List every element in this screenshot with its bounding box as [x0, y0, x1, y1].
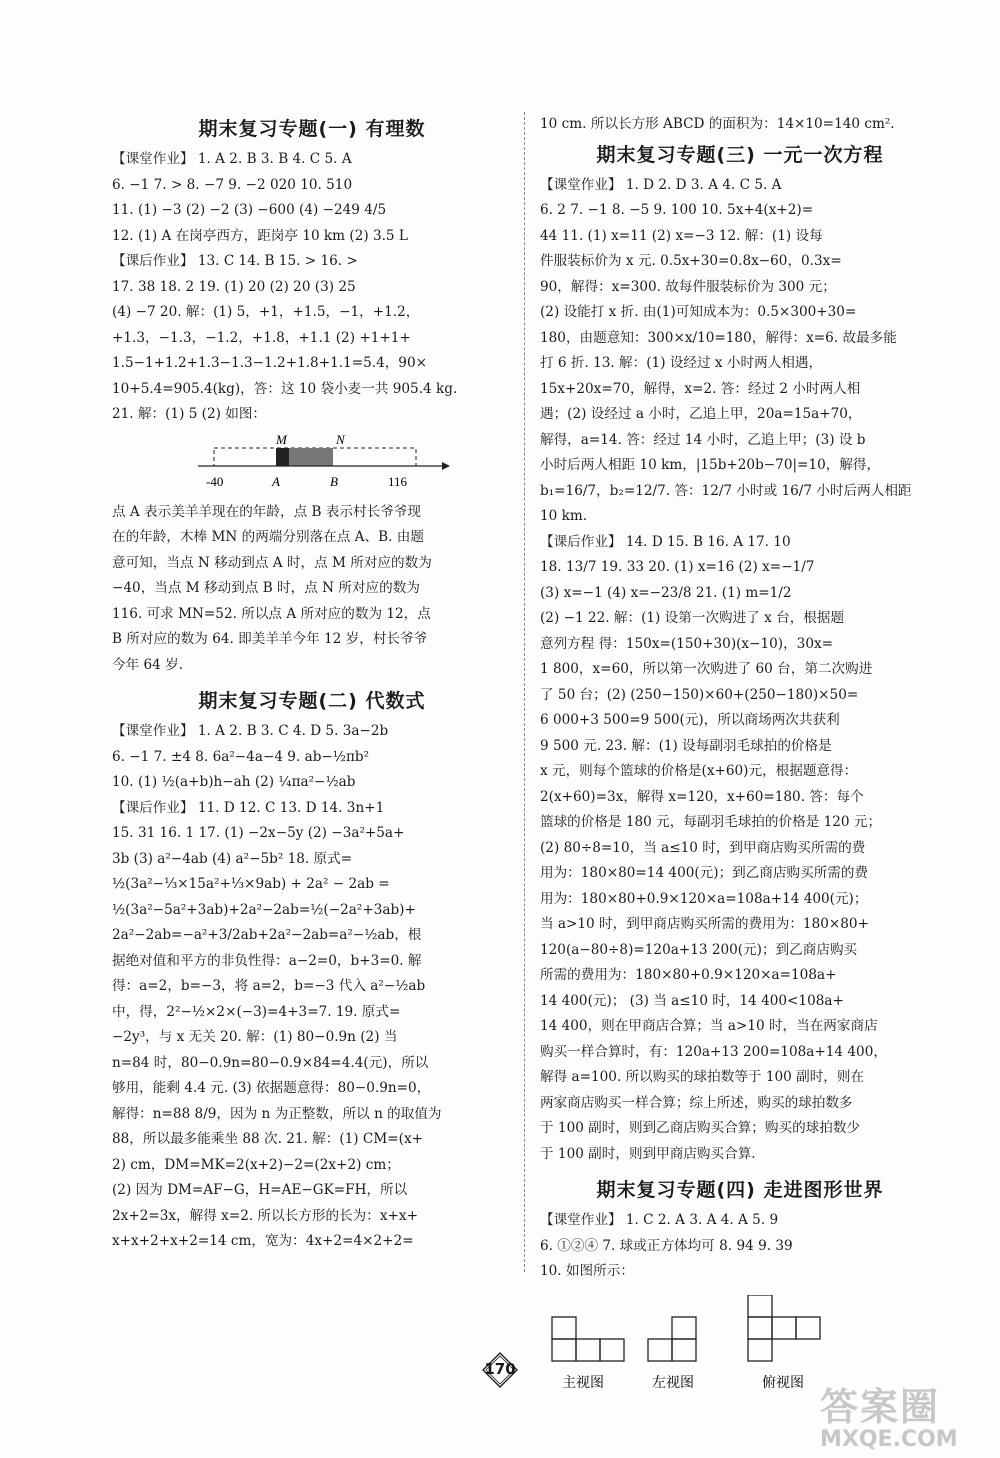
text-line: 据绝对值和平方的非负性得：a−2=0，b+3=0. 解	[112, 952, 422, 969]
text-line: 6. −1 7. > 8. −7 9. −2 020 10. 510	[112, 176, 353, 193]
text-line: 6. ①②④ 7. 球或正方体均可 8. 94 9. 39	[540, 1237, 793, 1254]
axis-arrow	[442, 462, 450, 470]
text-line: 17. 38 18. 2 19. (1) 20 (2) 20 (3) 25	[112, 278, 356, 295]
section-1-lines	[112, 147, 512, 428]
label-m: M	[276, 431, 287, 447]
text-line: 120(a−80÷8)=120a+13 200(元)；到乙商店购买	[540, 941, 858, 958]
text-line: 2x+2=3x，解得 x=2. 所以长方形的长为：x+x+	[112, 1207, 418, 1224]
text-line: 6 000+3 500=9 500(元)，所以商场两次共获利	[540, 712, 840, 728]
number-line-figure	[112, 432, 512, 494]
text-line: 用为：180×80=14 400(元)；到乙商店购买所需的费	[540, 865, 869, 881]
section-title-1: 期末复习专题(一) 有理数	[198, 118, 426, 140]
label-n: N	[336, 431, 345, 447]
text-line: 【课后作业】 13. C 14. B 15. > 16. >	[112, 253, 358, 269]
page-number: 170	[484, 1360, 516, 1378]
text-line: 解得，a=14. 答：经过 14 小时，乙追上甲；(3) 设 b	[540, 431, 866, 448]
text-line: 用为：180×80+0.9×120×a=108a+14 400(元)；	[540, 890, 868, 907]
text-line: x+x+2+x+2=14 cm，宽为：4x+2=4×2+2=	[112, 1233, 414, 1249]
text-line: 篮球的价格是 180 元，每副羽毛球拍的价格是 120 元；	[540, 814, 882, 830]
text-line: 当 a>10 时，到甲商店购买所需的费用为：180×80+	[540, 916, 869, 932]
text-line: 10. (1) ½(a+b)h−ah (2) ¼πa²−½ab	[112, 774, 356, 790]
text-line: (4) −7 20. 解：(1) 5，+1，+1.5，−1，+1.2，	[112, 304, 420, 320]
text-line: 10. 如图所示：	[540, 1263, 634, 1279]
text-line: 116. 可求 MN=52. 所以点 A 所对应的数为 12，点	[112, 605, 431, 622]
text-line: 3b (3) a²−4ab (4) a²−5b² 18. 原式=	[112, 850, 353, 867]
text-line: 在的年龄，木棒 MN 的两端分别落在点 A、B. 由题	[112, 529, 424, 545]
text-line: n=84 时，80−0.9n=80−0.9×84=4.4(元)，所以	[112, 1054, 429, 1071]
section-4-lines	[540, 1208, 940, 1285]
text-line: 小时后两人相距 10 km，|15b+20b−70|=10，解得，	[540, 457, 881, 473]
text-line: −2y³，与 x 无关 20. 解：(1) 80−0.9n (2) 当	[112, 1029, 398, 1045]
text-line: (3) x=−1 (4) x=−23/8 21. (1) m=1/2	[540, 584, 792, 601]
number-line-svg	[112, 432, 512, 490]
text-line: 2a²−2ab=−a²+3/2ab+2a²−2ab=a²−½ab，根	[112, 927, 422, 943]
text-line: 今年 64 岁.	[112, 656, 184, 673]
text-line: 所需的费用为：180×80+0.9×120×a=108a+	[540, 967, 837, 983]
watermark-big-text: 答案圈	[820, 1385, 941, 1429]
tick-label: A	[272, 473, 280, 489]
text-line: 解得：n=88 8/9，因为 n 为正整数，所以 n 的取值为	[112, 1105, 442, 1122]
tick-label: -40	[206, 473, 224, 489]
text-line: 遇；(2) 设经过 a 小时，乙追上甲，20a=15a+70，	[540, 406, 862, 422]
section-title-2: 期末复习专题(二) 代数式	[198, 690, 426, 712]
text-line: 15x+20x=70，解得，x=2. 答：经过 2 小时两人相	[540, 380, 861, 397]
text-line: 2(x+60)=3x，解得 x=120，x+60=180. 答：每个	[540, 788, 864, 805]
left-view-label: 左视图	[652, 1374, 694, 1391]
text-line: 14 400，则在甲商店合算；当 a>10 时，当在两家商店	[540, 1018, 878, 1034]
text-line: 得：a=2，b=−3，将 a=2，b=−3 代入 a²−½ab	[112, 978, 426, 994]
text-line: 10+5.4=905.4(kg)，答：这 10 袋小麦一共 905.4 kg.	[112, 380, 458, 397]
text-line: 【课堂作业】 1. A 2. B 3. C 4. D 5. 3a−2b	[112, 723, 389, 739]
left-view-drawing	[648, 1317, 696, 1361]
text-line: 12. (1) A 在岗亭西方，距岗亭 10 km (2) 3.5 L	[112, 227, 408, 244]
section-title-3: 期末复习专题(三) 一元一次方程	[596, 143, 884, 166]
text-line: 【课堂作业】 1. A 2. B 3. B 4. C 5. A	[112, 151, 352, 167]
text-line: −40，当点 M 移动到点 B 时，点 N 所对应的数为	[112, 580, 420, 596]
text-line: 购买一样合算时，有：120a+13 200=108a+14 400，	[540, 1043, 887, 1060]
text-line: 90，解得：x=300. 故每件服装标价为 300 元；	[540, 278, 836, 295]
text-line: 【课后作业】 11. D 12. C 13. D 14. 3n+1	[112, 799, 385, 816]
text-line: b₁=16/7，b₂=12/7. 答：12/7 小时或 16/7 小时后两人相距	[540, 482, 912, 499]
watermark	[820, 1376, 990, 1456]
tick-label: B	[330, 473, 338, 489]
front-view-drawing	[552, 1317, 624, 1361]
text-line: 件服装标价为 x 元. 0.5x+30=0.8x−60，0.3x=	[540, 253, 842, 269]
watermark-small-text: MXQE.COM	[820, 1427, 958, 1452]
text-line: (2) 因为 DM=AF−G，H=AE−GK=FH，所以	[112, 1182, 408, 1198]
section-2-lines	[112, 719, 512, 1255]
text-line: (2) −1 22. 解：(1) 设第一次购进了 x 台，根据题	[540, 610, 845, 626]
text-line: 于 100 副时，则到乙商店购买合算；购买的球拍数少	[540, 1120, 861, 1136]
text-line: 意列方程 得：150x=(150+30)(x−10)，30x=	[540, 635, 834, 652]
top-view-label: 俯视图	[762, 1374, 804, 1391]
page-number-badge	[482, 1352, 518, 1388]
text-line: 意可知，当点 N 移动到点 A 时，点 M 所对应的数为	[112, 554, 432, 571]
left-column	[112, 112, 512, 1255]
text-line: 88，所以最多能乘坐 88 次. 21. 解：(1) CM=(x+	[112, 1131, 423, 1147]
text-line: 中，得，2²−½×2×(−3)=4+3=7. 19. 原式=	[112, 1003, 401, 1020]
text-line: 【课堂作业】 1. C 2. A 3. A 4. A 5. 9	[540, 1212, 779, 1228]
text-line: 9 500 元. 23. 解：(1) 设每副羽毛球拍的价格是	[540, 737, 832, 754]
text-line: 两家商店购买一样合算；综上所述，购买的球拍数多	[540, 1094, 853, 1111]
text-line: 1 800，x=60，所以第一次购进了 60 台，第二次购进	[540, 661, 873, 677]
text-line: B 所对应的数为 64. 即美羊羊今年 12 岁，村长爷爷	[112, 631, 428, 647]
text-line: 了 50 台；(2) (250−150)×60+(250−180)×50=	[540, 686, 859, 703]
text-line: 解得 a=100. 所以购买的球拍数等于 100 副时，则在	[540, 1069, 865, 1085]
text-line: 21. 解：(1) 5 (2) 如图：	[112, 406, 267, 422]
section-title-4: 期末复习专题(四) 走进图形世界	[596, 1179, 884, 1201]
text-line: 2) cm，DM=MK=2(x+2)−2=(2x+2) cm；	[112, 1156, 400, 1173]
text-line: 打 6 折. 13. 解：(1) 设经过 x 小时两人相遇，	[540, 355, 823, 371]
text-line: 【课堂作业】 1. D 2. D 3. A 4. C 5. A	[540, 176, 782, 193]
stick-dark-segment	[276, 448, 289, 466]
text-line: 6. −1 7. ±4 8. 6a²−4a−4 9. ab−½πb²	[112, 748, 370, 765]
text-line: 6. 2 7. −1 8. −5 9. 100 10. 5x+4(x+2)=	[540, 202, 814, 218]
text-line: 1.5−1+1.2+1.3−1.3−1.2+1.8+1.1=5.4，90×	[112, 355, 427, 371]
text-line: 15. 31 16. 1 17. (1) −2x−5y (2) −3a²+5a+	[112, 825, 405, 841]
stick-grey-segment	[289, 448, 333, 466]
text-line: 【课后作业】 14. D 15. B 16. A 17. 10	[540, 533, 791, 550]
text-line: ½(3a²−5a²+3ab)+2a²−2ab=½(−2a²+3ab)+	[112, 901, 416, 918]
section-3-lines	[540, 173, 940, 1168]
text-line: 18. 13/7 19. 33 20. (1) x=16 (2) x=−1/7	[540, 559, 815, 575]
text-line: (2) 80÷8=10，当 a≤10 时，到甲商店购买所需的费	[540, 839, 866, 856]
text-line: 14 400(元)； (3) 当 a≤10 时，14 400<108a+	[540, 992, 844, 1009]
text-line: x 元，则每个篮球的价格是(x+60)元，根据题意得：	[540, 763, 858, 779]
front-view-label: 主视图	[562, 1374, 604, 1391]
section-1-tail	[112, 500, 512, 679]
text-line: 于 100 副时，则到甲商店购买合算.	[540, 1145, 756, 1162]
text-line: +1.3，−1.3，−1.2，+1.8，+1.1 (2) +1+1+	[112, 329, 411, 346]
text-line: 44 11. (1) x=11 (2) x=−3 12. 解：(1) 设每	[540, 227, 823, 244]
text-line: ½(3a²−⅓×15a²+⅓×9ab) + 2a² − 2ab =	[112, 876, 390, 892]
right-column	[540, 112, 940, 1395]
text-line: 点 A 表示美羊羊现在的年龄，点 B 表示村长爷爷现	[112, 503, 421, 520]
section-2-continuation	[540, 112, 940, 138]
column-divider	[524, 112, 525, 1272]
tick-label: 116	[388, 473, 408, 489]
text-line: (2) 设能打 x 折. 由(1)可知成本为：0.5×300+30=	[540, 304, 857, 320]
text-line: 180，由题意知：300×x/10=180，解得：x=6. 故最多能	[540, 329, 897, 346]
text-line: 够用，能剩 4.4 元. (3) 依据题意得：80−0.9n=0，	[112, 1080, 431, 1096]
text-line: 11. (1) −3 (2) −2 (3) −600 (4) −249 4/5	[112, 202, 387, 218]
text-line: 10 km.	[540, 508, 588, 524]
text-line: 10 cm. 所以长方形 ABCD 的面积为：14×10=140 cm².	[540, 116, 895, 132]
top-view-drawing	[748, 1295, 820, 1361]
